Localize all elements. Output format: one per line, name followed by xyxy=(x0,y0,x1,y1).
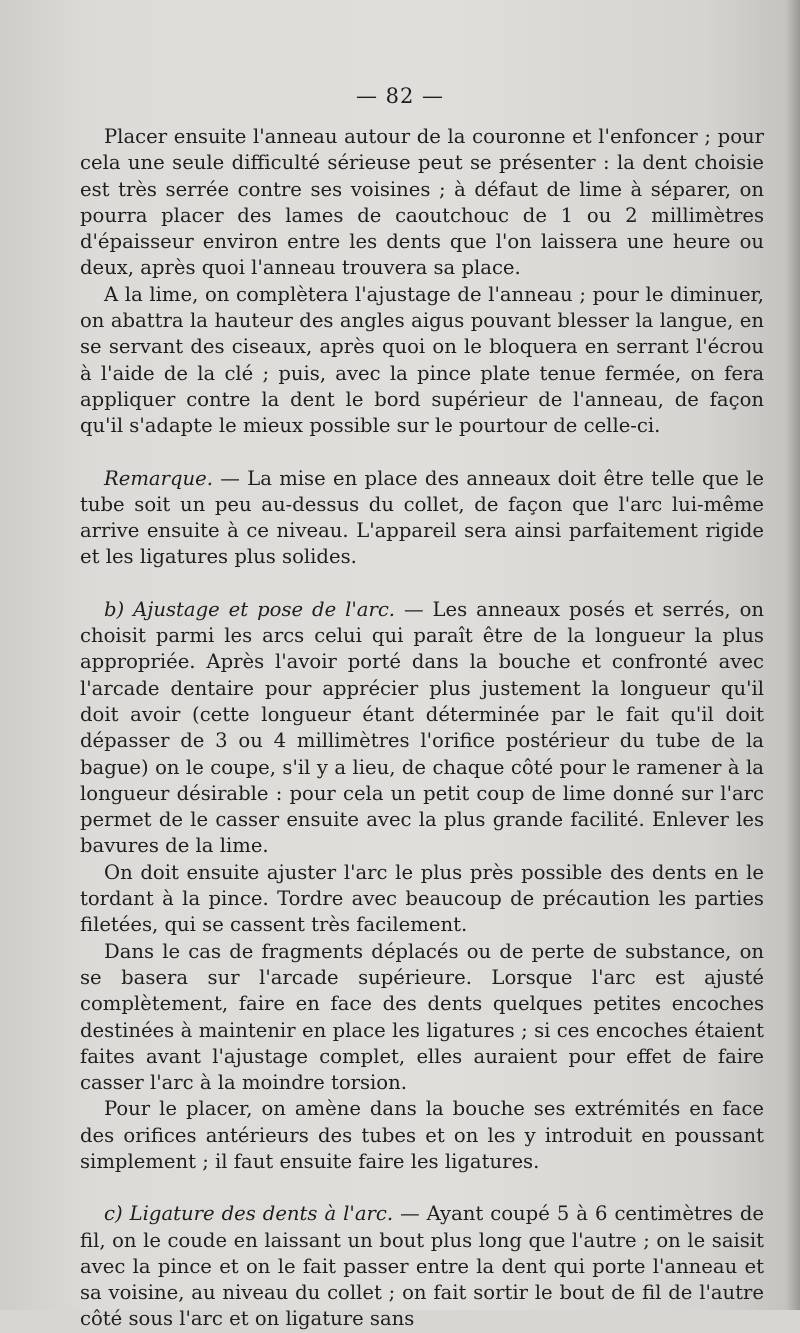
paragraph: Placer ensuite l'anneau autour de la couronne et l'enfoncer ; pour cela une seule difficulté sérieuse peut se présenter : la dent choisie est très serrée contre ses voisines ; à défaut de lime à séparer, on pourra placer des lames de caoutchouc de 1 ou 2 millimètres d'épaisseur environ entre les dents que l'on laissera une heure ou deux, après quoi l'anneau trouvera sa place. xyxy=(80,125,764,280)
paragraph-body: — Les anneaux posés et serrés, on choisit parmi les arcs celui qui paraît être de la longueur la plus appropriée. Après l'avoir porté dans la bouche et confronté avec l'arcade dentaire pour apprécier plus justement la longueur qu'il doit avoir (cette longueur étant déterminée par le fait qu'il doit dépasser de 3 ou 4 millimètres l'orifice postérieur du tube de la bague) on le coupe, s'il y a lieu, de chaque côté pour le ramener à la longueur désirable : pour cela un petit coup de lime donné sur l'arc permet de le casser ensuite avec la plus grande facilité. Enlever les bavures de la lime. xyxy=(80,597,764,858)
section-heading: b) Ajustage et pose de l'arc. xyxy=(104,597,396,621)
paragraph-body: — Ayant coupé 5 à 6 centimètres de fil, on le coude en laissant un bout plus long que l'autre ; on le saisit avec la pince et on le fait passer entre la dent qui porte l'anneau et sa voisine, au niveau du collet ; on fait sortir le bout de fil de l'autre côté sous l'arc et on ligature sans xyxy=(80,1202,764,1331)
page-edge-shadow xyxy=(786,0,800,1310)
paragraph-section-c xyxy=(80,1201,764,1332)
paragraph-body: — La mise en place des anneaux doit être telle que le tube soit un peu au-dessus du collet, de façon que l'arc lui-même arrive ensuite à ce niveau. L'appareil sera ainsi parfaitement rigide et les ligatures plus solides. xyxy=(80,466,764,569)
body-text xyxy=(80,124,764,1333)
paragraph-remarque xyxy=(80,466,764,571)
paragraph: On doit ensuite ajuster l'arc le plus près possible des dents en le tordant à la pince. Tordre avec beaucoup de précaution les parties filetées, qui se cassent très facilement. xyxy=(80,860,764,937)
paragraph: A la lime, on complètera l'ajustage de l'anneau ; pour le diminuer, on abattra la hauteur des angles aigus pouvant blesser la langue, en se servant des ciseaux, après quoi on le bloquera en serrant l'écrou à l'aide de la clé ; puis, avec la pince plate tenue fermée, on fera appliquer contre la dent le bord supérieur de l'anneau, de façon qu'il s'adapte le mieux possible sur le pourtour de celle-ci. xyxy=(80,282,764,438)
paragraph: Dans le cas de fragments déplacés ou de perte de substance, on se basera sur l'arcade supérieure. Lorsque l'arc est ajusté complètement, faire en face des dents quelques petites encoches destinées à maintenir en place les ligatures ; si ces encoches étaient faites avant l'ajustage complet, elles auraient pour effet de faire casser l'arc à la moindre torsion. xyxy=(80,939,764,1095)
paragraph-section-b xyxy=(80,597,764,860)
paragraph-lead: Remarque. xyxy=(104,466,213,490)
section-heading: c) Ligature des dents à l'arc. xyxy=(104,1202,394,1226)
paragraph: Pour le placer, on amène dans la bouche ses extrémités en face des orifices antérieurs des tubes et on les y introduit en poussant simplement ; il faut ensuite faire les ligatures. xyxy=(80,1097,764,1173)
page-number: — 82 — xyxy=(355,84,445,108)
